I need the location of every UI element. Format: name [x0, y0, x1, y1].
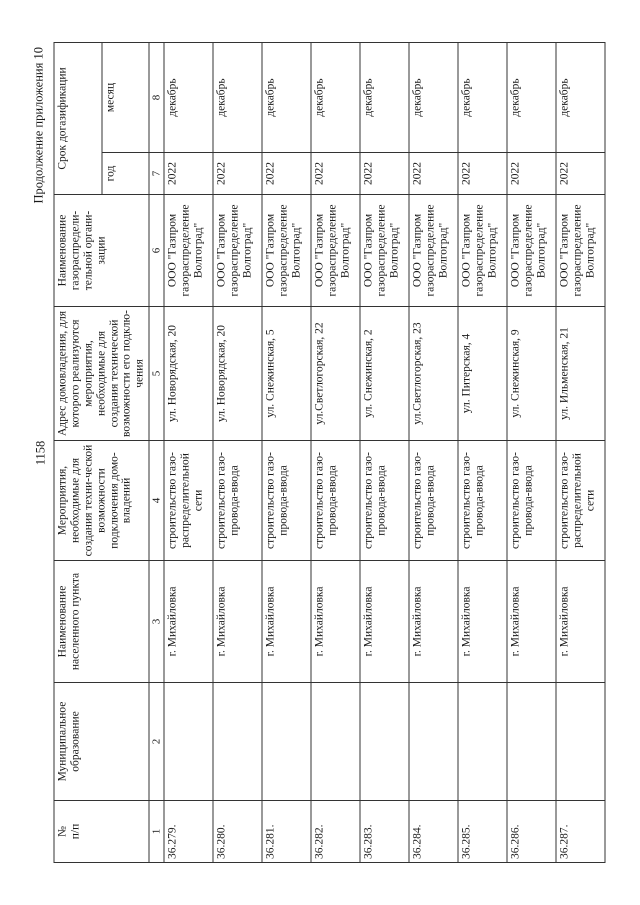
- header-organization: Наименование газораспредели-тельной органи-зации: [54, 194, 149, 306]
- header-settlement: Наименование населенного пункта: [54, 560, 149, 682]
- settlement-cell: г. Михайловка: [262, 560, 311, 682]
- header-municipality: Муниципальное образование: [54, 682, 149, 800]
- column-number: 4: [149, 440, 164, 560]
- municipality-cell: [213, 682, 262, 800]
- year-cell: 2022: [409, 152, 458, 194]
- year-cell: 2022: [311, 152, 360, 194]
- month-cell: декабрь: [311, 42, 360, 152]
- address-cell: ул. Снежинская, 5: [262, 306, 311, 440]
- column-number: 3: [149, 560, 164, 682]
- organization-cell: ООО "Газпром газораспределение Волгоград": [262, 194, 311, 306]
- table-row: [164, 42, 213, 862]
- table-row: [360, 42, 409, 862]
- row-number: 36.281.: [262, 800, 311, 862]
- measure-cell: строительство газо-провода-ввода: [360, 440, 409, 560]
- organization-cell: ООО "Газпром газораспределение Волгоград": [213, 194, 262, 306]
- header-month: месяц: [102, 42, 150, 152]
- table-row: [556, 42, 605, 862]
- address-cell: ул. Питерская, 4: [458, 306, 507, 440]
- table-row: [311, 42, 360, 862]
- month-cell: декабрь: [262, 42, 311, 152]
- address-cell: ул.Светлогорская, 22: [311, 306, 360, 440]
- table-row: [507, 42, 556, 862]
- municipality-cell: [164, 682, 213, 800]
- measure-cell: строительство газо-провода-ввода: [311, 440, 360, 560]
- measure-cell: строительство газо-распределительной сети: [164, 440, 213, 560]
- header-term: Срок догазификации: [54, 42, 102, 194]
- year-cell: 2022: [556, 152, 605, 194]
- column-number: 6: [149, 194, 164, 306]
- organization-cell: ООО "Газпром газораспределение Волгоград": [458, 194, 507, 306]
- page-number: 1158: [33, 440, 48, 465]
- header-year: год: [102, 152, 150, 194]
- header-number: № п/п: [54, 800, 149, 862]
- row-number: 36.284.: [409, 800, 458, 862]
- row-number: 36.282.: [311, 800, 360, 862]
- rotated-page: [28, 43, 613, 863]
- year-cell: 2022: [164, 152, 213, 194]
- table-row: [409, 42, 458, 862]
- municipality-cell: [262, 682, 311, 800]
- month-cell: декабрь: [409, 42, 458, 152]
- settlement-cell: г. Михайловка: [409, 560, 458, 682]
- organization-cell: ООО "Газпром газораспределение Волгоград": [360, 194, 409, 306]
- settlement-cell: г. Михайловка: [360, 560, 409, 682]
- settlement-cell: г. Михайловка: [213, 560, 262, 682]
- address-cell: ул. Новорядская, 20: [164, 306, 213, 440]
- settlement-cell: г. Михайловка: [458, 560, 507, 682]
- address-cell: ул. Снежинская, 2: [360, 306, 409, 440]
- row-number: 36.286.: [507, 800, 556, 862]
- municipality-cell: [507, 682, 556, 800]
- year-cell: 2022: [360, 152, 409, 194]
- row-number: 36.283.: [360, 800, 409, 862]
- column-number: 1: [149, 800, 164, 862]
- month-cell: декабрь: [213, 42, 262, 152]
- measure-cell: строительство газо-провода-ввода: [213, 440, 262, 560]
- month-cell: декабрь: [360, 42, 409, 152]
- header-row: [54, 42, 102, 862]
- address-cell: ул. Ильменская, 21: [556, 306, 605, 440]
- row-number: 36.280.: [213, 800, 262, 862]
- measure-cell: строительство газо-провода-ввода: [458, 440, 507, 560]
- address-cell: ул. Новорядская, 20: [213, 306, 262, 440]
- measure-cell: строительство газо-провода-ввода: [262, 440, 311, 560]
- year-cell: 2022: [262, 152, 311, 194]
- year-cell: 2022: [507, 152, 556, 194]
- header-measures: Мероприятия, необходимые для создания техни-ческой возможности подключения домо-владений: [54, 440, 149, 560]
- month-cell: декабрь: [507, 42, 556, 152]
- column-number: 5: [149, 306, 164, 440]
- address-cell: ул.Светлогорская, 23: [409, 306, 458, 440]
- organization-cell: ООО "Газпром газораспределение Волгоград": [311, 194, 360, 306]
- settlement-cell: г. Михайловка: [556, 560, 605, 682]
- measure-cell: строительство газо-распределительной сети: [556, 440, 605, 560]
- organization-cell: ООО "Газпром газораспределение Волгоград": [409, 194, 458, 306]
- municipality-cell: [458, 682, 507, 800]
- column-number: 8: [149, 42, 164, 152]
- row-number: 36.279.: [164, 800, 213, 862]
- header-address: Адрес домовладения, для которого реализуются мероприятия, необходимые для создания технической возможности его подклю-чения: [54, 306, 149, 440]
- appendix-continuation: Продолжение приложения 10: [31, 46, 46, 204]
- organization-cell: ООО "Газпром газораспределение Волгоград": [164, 194, 213, 306]
- month-cell: декабрь: [458, 42, 507, 152]
- municipality-cell: [360, 682, 409, 800]
- month-cell: декабрь: [556, 42, 605, 152]
- row-number: 36.287.: [556, 800, 605, 862]
- column-number: 2: [149, 682, 164, 800]
- table-row: [262, 42, 311, 862]
- organization-cell: ООО "Газпром газораспределение Волгоград": [507, 194, 556, 306]
- settlement-cell: г. Михайловка: [164, 560, 213, 682]
- settlement-cell: г. Михайловка: [507, 560, 556, 682]
- table-row: [213, 42, 262, 862]
- organization-cell: ООО "Газпром газораспределение Волгоград": [556, 194, 605, 306]
- measure-cell: строительство газо-провода-ввода: [409, 440, 458, 560]
- column-numbers-row: [149, 42, 164, 862]
- column-number: 7: [149, 152, 164, 194]
- table-row: [458, 42, 507, 862]
- row-number: 36.285.: [458, 800, 507, 862]
- municipality-cell: [556, 682, 605, 800]
- year-cell: 2022: [213, 152, 262, 194]
- settlement-cell: г. Михайловка: [311, 560, 360, 682]
- month-cell: декабрь: [164, 42, 213, 152]
- year-cell: 2022: [458, 152, 507, 194]
- municipality-cell: [311, 682, 360, 800]
- address-cell: ул. Снежинская, 9: [507, 306, 556, 440]
- municipality-cell: [409, 682, 458, 800]
- gasification-table: [54, 42, 606, 863]
- measure-cell: строительство газо-провода-ввода: [507, 440, 556, 560]
